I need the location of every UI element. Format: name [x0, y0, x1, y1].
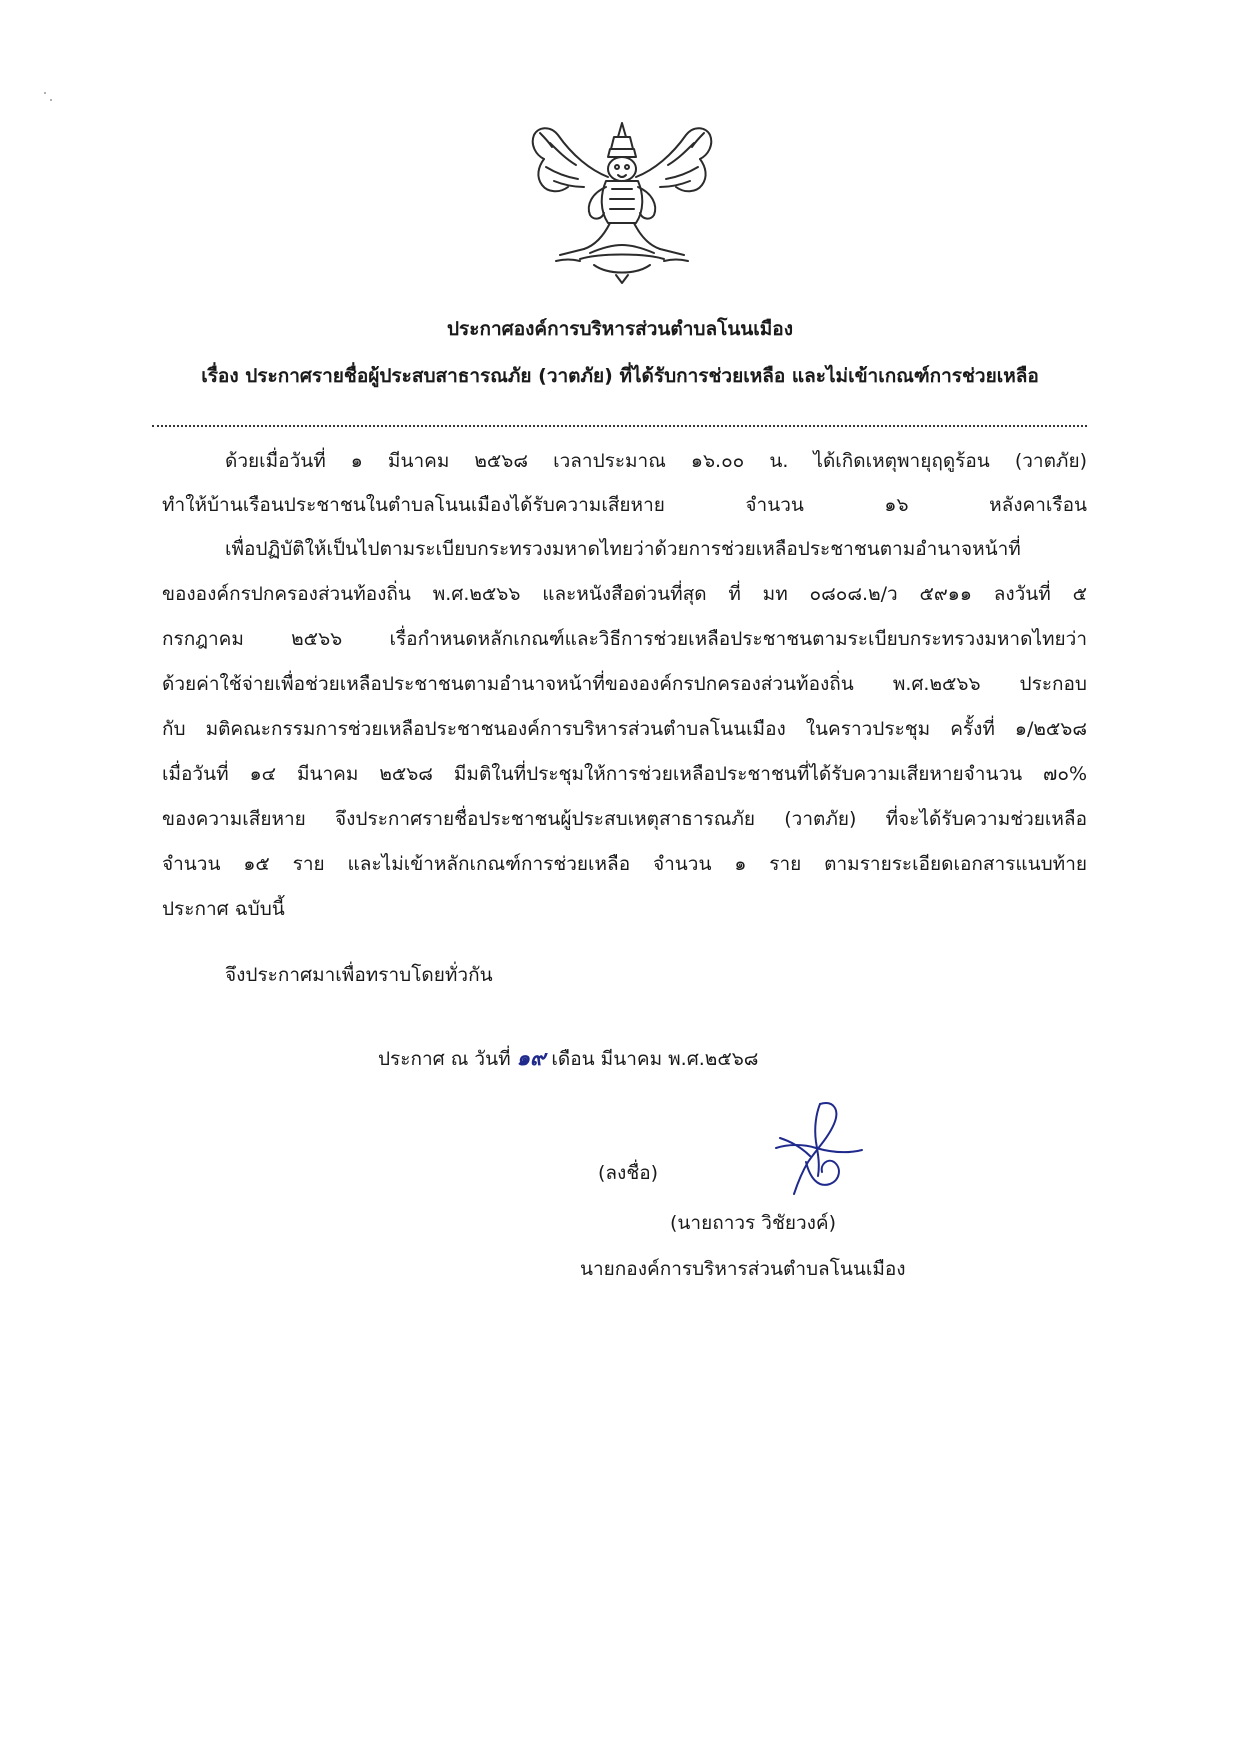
body-line: ประกาศ ฉบับนี้ — [162, 898, 285, 920]
body-line: จำนวน ๑๕ ราย และไม่เข้าหลักเกณฑ์การช่วยเหลือ จำนวน ๑ ราย ตามรายระเอียดเอกสารแนบท้าย — [162, 853, 1087, 875]
scan-mark-icon — [42, 90, 54, 102]
date-day-handwritten: ๑๙ — [516, 1046, 546, 1070]
body-line: ทำให้บ้านเรือนประชาชนในตำบลโนนเมืองได้รับความเสียหาย จำนวน ๑๖ หลังคาเรือน — [162, 494, 1087, 516]
body-line: กับ มติคณะกรรมการช่วยเหลือประชาชนองค์การบริหารส่วนตำบลโนนเมือง ในคราวประชุม ครั้งที่ ๑/๒๕๖๘ — [162, 718, 1087, 740]
announcement-subject: เรื่อง ประกาศรายชื่อผู้ประสบสาธารณภัย (วาตภัย) ที่ได้รับการช่วยเหลือ และไม่เข้าเกณฑ์การช่วยเหลือ — [201, 365, 1039, 387]
body-line: เมื่อวันที่ ๑๔ มีนาคม ๒๕๖๘ มีมติในที่ประชุมให้การช่วยเหลือประชาชนที่ได้รับความเสียหายจำนวน ๗๐% — [162, 763, 1087, 785]
sign-label: (ลงชื่อ) — [598, 1162, 659, 1184]
body-line: ด้วยค่าใช้จ่ายเพื่อช่วยเหลือประชาชนตามอำนาจหน้าที่ขององค์กรปกครองส่วนท้องถิ่น พ.ศ.๒๕๖๖ ประกอบ — [162, 673, 1087, 695]
body-line: ขององค์กรปกครองส่วนท้องถิ่น พ.ศ.๒๕๖๖ และหนังสือด่วนที่สุด ที่ มท ๐๘๐๘.๒/ว ๕๙๑๑ ลงวันที่ ๕ — [162, 583, 1087, 605]
signatory-position: นายกองค์การบริหารส่วนตำบลโนนเมือง — [580, 1258, 906, 1280]
garuda-emblem-icon — [520, 115, 725, 285]
announcement-title: ประกาศองค์การบริหารส่วนตำบลโนนเมือง — [447, 318, 793, 340]
date-prefix: ประกาศ ณ วันที่ — [378, 1048, 511, 1070]
body-line: เพื่อปฏิบัติให้เป็นไปตามระเบียบกระทรวงมหาดไทยว่าด้วยการช่วยเหลือประชาชนตามอำนาจหน้าที่ — [225, 538, 1021, 560]
dotted-divider — [152, 425, 1087, 427]
date-suffix: เดือน มีนาคม พ.ศ.๒๕๖๘ — [551, 1048, 759, 1070]
date-line — [378, 1045, 758, 1072]
body-line: กรกฎาคม ๒๕๖๖ เรื่อกำหนดหลักเกณฑ์และวิธีการช่วยเหลือประชาชนตามระเบียบกระทรวงมหาดไทยว่า — [162, 628, 1087, 650]
closing-line: จึงประกาศมาเพื่อทราบโดยทั่วกัน — [225, 964, 493, 986]
body-line: ด้วยเมื่อวันที่ ๑ มีนาคม ๒๕๖๘ เวลาประมาณ ๑๖.๐๐ น. ได้เกิดเหตุพายุฤดูร้อน (วาตภัย) — [225, 450, 1087, 472]
body-line: ของความเสียหาย จึงประกาศรายชื่อประชาชนผู้ประสบเหตุสาธารณภัย (วาตภัย) ที่จะได้รับความช่วยเหลือ — [162, 808, 1087, 830]
signatory-name: (นายถาวร วิชัยวงค์) — [670, 1212, 837, 1234]
handwritten-signature-icon — [758, 1098, 868, 1198]
